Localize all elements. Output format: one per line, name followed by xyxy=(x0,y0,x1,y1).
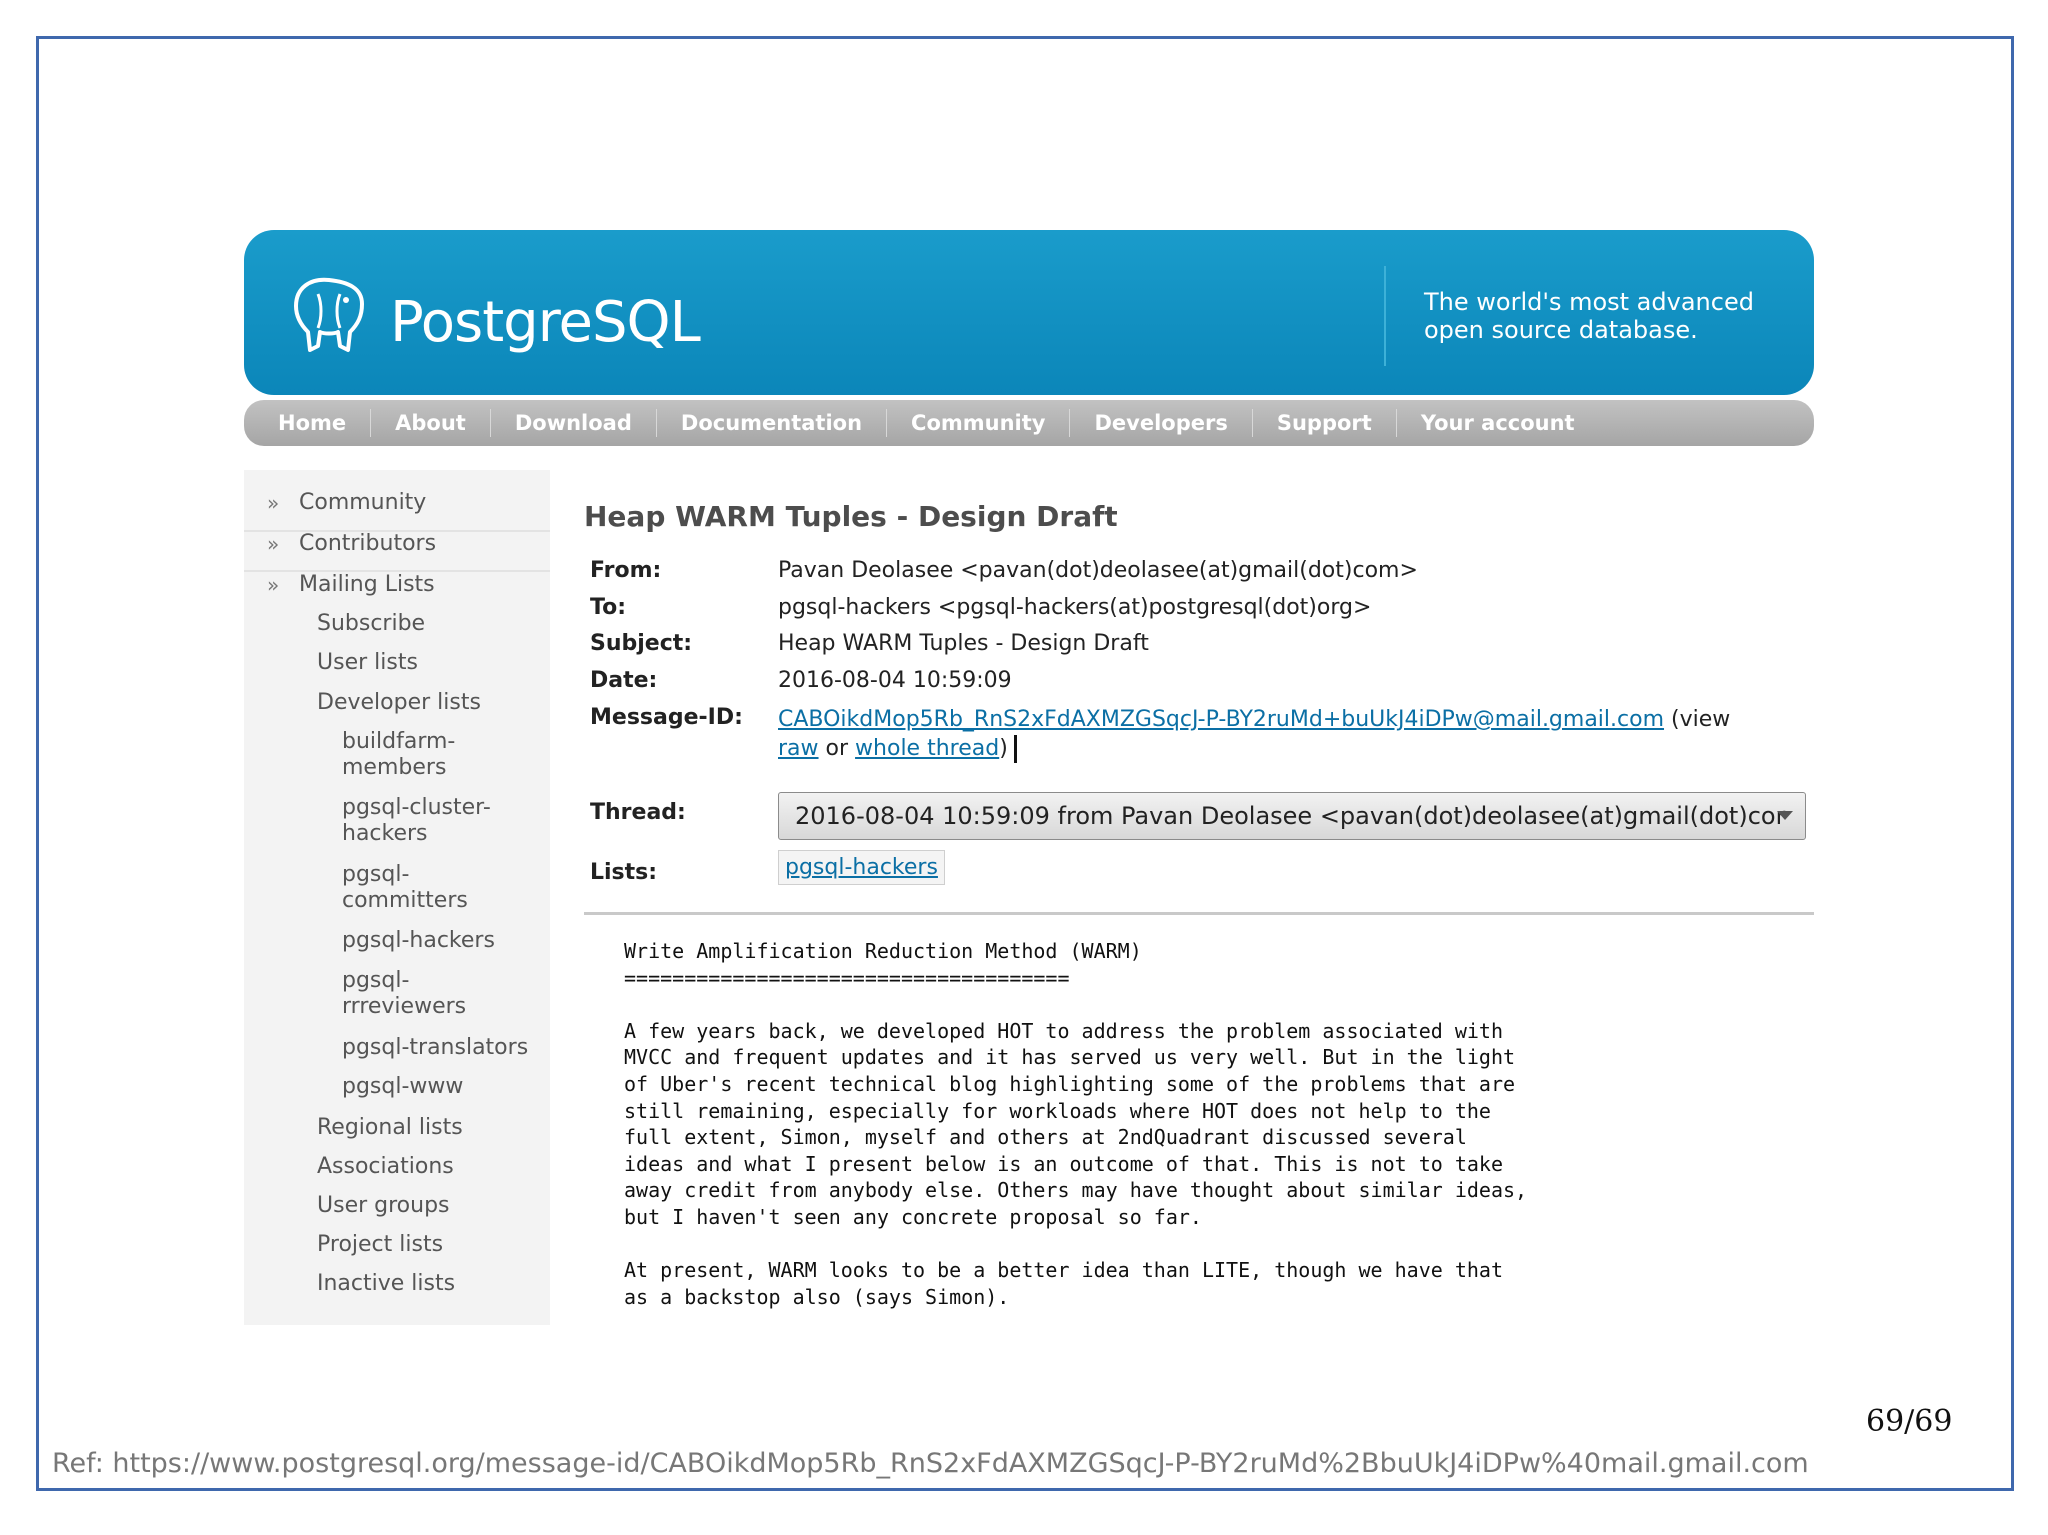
to-value: pgsql-hackers <pgsql-hackers(at)postgresql(dot)org> xyxy=(778,595,1372,620)
sidebar-item-label: pgsql- xyxy=(342,968,410,993)
sidebar-item-community[interactable] xyxy=(267,490,427,516)
text-cursor xyxy=(1014,735,1017,763)
sidebar-item-label: hackers xyxy=(342,821,428,846)
list-link[interactable]: pgsql-hackers xyxy=(785,855,938,880)
sidebar-item-associations[interactable]: Associations xyxy=(317,1154,454,1179)
thread-select-value: 2016-08-04 10:59:09 from Pavan Deolasee <pavan(dot)deolasee(at)gmail(dot)cor xyxy=(795,802,1786,830)
nav-documentation[interactable]: Documentation xyxy=(657,409,887,437)
nav-about[interactable]: About xyxy=(371,409,491,437)
sidebar-item-contributors[interactable] xyxy=(267,531,437,557)
sidebar-item-pgsql-www[interactable]: pgsql-www xyxy=(342,1074,464,1099)
sidebar-item-label: Mailing Lists xyxy=(299,572,435,597)
raw-link[interactable]: raw xyxy=(778,736,819,761)
sidebar-item-subscribe[interactable]: Subscribe xyxy=(317,611,426,636)
sidebar-item-label: members xyxy=(342,755,447,780)
sidebar-item-buildfarm-members[interactable] xyxy=(342,729,455,781)
view-suffix: ) xyxy=(999,736,1008,761)
elephant-logo-icon[interactable] xyxy=(288,274,370,356)
from-value: Pavan Deolasee <pavan(dot)deolasee(at)gmail(dot)com> xyxy=(778,558,1418,583)
message-id-value xyxy=(778,705,1730,763)
sidebar-item-pgsql-rrreviewers[interactable] xyxy=(342,968,466,1020)
nav-developers[interactable]: Developers xyxy=(1070,409,1252,437)
message-id-link[interactable]: CABOikdMop5Rb_RnS2xFdAXMZGSqcJ-P-BY2ruMd+buUkJ4iDPw@mail.gmail.com xyxy=(778,707,1665,732)
nav-your-account[interactable]: Your account xyxy=(1420,411,1575,435)
from-label: From: xyxy=(590,558,662,583)
subject-label: Subject: xyxy=(590,631,693,656)
site-tagline xyxy=(1424,288,1784,344)
sidebar-item-label: pgsql-cluster- xyxy=(342,795,491,820)
divider xyxy=(584,912,1814,915)
chevron-down-icon[interactable] xyxy=(1777,811,1793,820)
sidebar-item-project-lists[interactable]: Project lists xyxy=(317,1232,444,1257)
site-header xyxy=(244,230,1814,395)
nav-download[interactable]: Download xyxy=(491,409,657,437)
sidebar-item-pgsql-hackers[interactable]: pgsql-hackers xyxy=(342,928,495,953)
chevron-right-icon: » xyxy=(267,532,280,556)
sidebar xyxy=(244,470,550,1325)
sidebar-item-label: Contributors xyxy=(299,531,437,556)
tagline-line-2: open source database. xyxy=(1424,316,1698,344)
chevron-right-icon: » xyxy=(267,491,280,515)
date-value: 2016-08-04 10:59:09 xyxy=(778,668,1012,693)
to-label: To: xyxy=(590,595,626,620)
page-title: Heap WARM Tuples - Design Draft xyxy=(584,500,1118,533)
nav-community[interactable]: Community xyxy=(887,409,1070,437)
sidebar-item-developer-lists[interactable]: Developer lists xyxy=(317,690,481,715)
subject-value: Heap WARM Tuples - Design Draft xyxy=(778,631,1149,656)
sidebar-item-user-groups[interactable]: User groups xyxy=(317,1193,450,1218)
list-badge[interactable] xyxy=(778,850,945,885)
sidebar-item-regional-lists[interactable]: Regional lists xyxy=(317,1115,463,1140)
logo-wordmark[interactable]: PostgreSQL xyxy=(390,290,700,355)
sidebar-item-pgsql-cluster-hackers[interactable] xyxy=(342,795,491,847)
message-body: Write Amplification Reduction Method (WARM) ===================================== A few years back, we developed HOT to address the problem associated with MVCC and frequent updates and it has served us very well. But in the light of Uber's recent technical blog highlighting some of the problems that are still remaining, especially for workloads where HOT does not help to the full extent, Simon, myself and others at 2ndQuadrant discussed several ideas and what I present below is an outcome of that. This is not to take away credit from anybody else. Others may have thought about similar ideas, but I haven't seen any concrete proposal so far. At present, WARM looks to be a better idea than LITE, though we have that as a backstop also (says Simon). xyxy=(624,939,1528,1309)
sidebar-item-label: rrreviewers xyxy=(342,994,467,1019)
whole-thread-link[interactable]: whole thread xyxy=(855,736,1000,761)
chevron-right-icon: » xyxy=(267,573,280,597)
sidebar-item-pgsql-translators[interactable]: pgsql-translators xyxy=(342,1035,529,1060)
sidebar-item-label: pgsql- xyxy=(342,862,410,887)
reference-url: Ref: https://www.postgresql.org/message-id/CABOikdMop5Rb_RnS2xFdAXMZGSqcJ-P-BY2ruMd%2BbuUkJ4iDPw%40mail.gmail.com xyxy=(52,1448,1809,1479)
main-nav xyxy=(244,400,1814,446)
tagline-line-1: The world's most advanced xyxy=(1424,288,1754,316)
nav-home[interactable]: Home xyxy=(254,409,371,437)
thread-select[interactable] xyxy=(778,792,1806,840)
sidebar-item-mailing-lists[interactable] xyxy=(267,572,435,598)
or-text: or xyxy=(825,736,849,761)
sidebar-item-label: committers xyxy=(342,888,468,913)
slide-page-number: 69/69 xyxy=(1866,1404,1953,1439)
thread-label: Thread: xyxy=(590,800,686,825)
view-prefix: (view xyxy=(1671,707,1731,732)
lists-label: Lists: xyxy=(590,860,658,885)
nav-support[interactable]: Support xyxy=(1253,409,1397,437)
sidebar-item-inactive-lists[interactable]: Inactive lists xyxy=(317,1271,456,1296)
sidebar-item-label: buildfarm- xyxy=(342,729,456,754)
message-id-label: Message-ID: xyxy=(590,705,743,730)
sidebar-item-pgsql-committers[interactable] xyxy=(342,862,468,914)
header-divider xyxy=(1384,266,1386,366)
sidebar-item-label: Community xyxy=(299,490,427,515)
sidebar-item-user-lists[interactable]: User lists xyxy=(317,650,418,675)
date-label: Date: xyxy=(590,668,658,693)
